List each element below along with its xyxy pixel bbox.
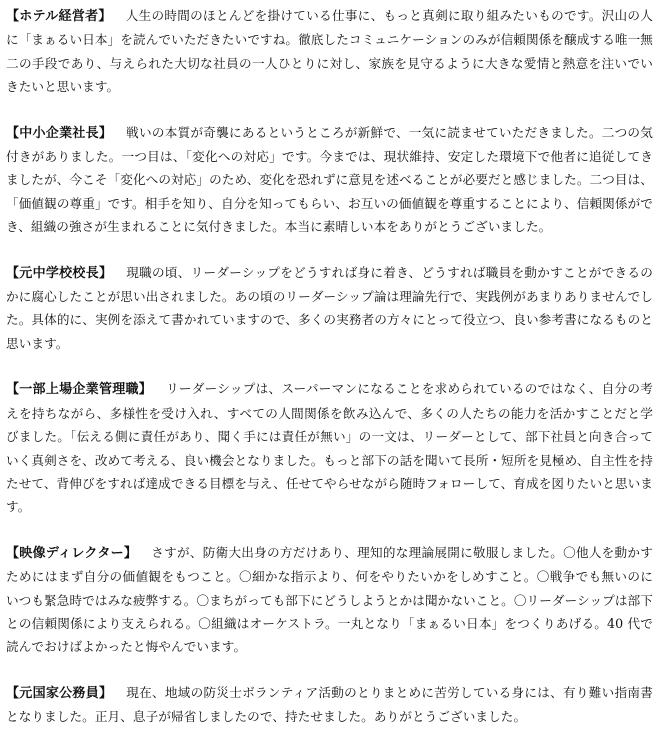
role-label: 【中小企業社長】 — [6, 125, 113, 141]
role-label: 【一部上場企業管理職】 — [6, 382, 153, 398]
testimonial-former-principal — [6, 261, 653, 356]
role-label: 【ホテル経営者】 — [6, 9, 112, 24]
testimonial-video-director — [6, 541, 653, 659]
role-label: 【映像ディレクター】 — [6, 545, 138, 561]
testimonial-text: 現在、地域の防災士ボランティア活動のとりまとめに苦労している身には、有り難い指南書となりました。正月、息子が帰省しましたので、持たせました。ありがとうございました。 — [6, 684, 653, 725]
testimonial-text: さすが、防衛大出身の方だけあり、理知的な理論展開に敬服しました。〇他人を動かすためにはまず自分の価値観をもつこと。〇細かな指示より、何をやりたいかをしめすこと。〇戦争でも無いのにいつも緊急時ではみな疲弊する。〇まちがっても部下にどうしようとかは聞かないこと。〇リーダーシップは部下との信頼関係により支えられる。〇組織はオーケストラ。一丸となり「まぁるい日本」をつくりあげる。40 代で読んでおけばよかったと悔やんでいます。 — [6, 544, 653, 655]
testimonial-former-civil-servant — [6, 681, 653, 729]
role-label: 【元中学校校長】 — [6, 265, 113, 281]
testimonial-text: リーダーシップは、スーパーマンになることを求められているのではなく、自分の考えを持ちながら、多様性を受け入れ、すべての人間関係を飲み込んで、多くの人たちの能力を活かすことだと学びました。「伝える側に責任があり、聞く手には責任が無い」の一文は、リーダーとして、部下社員と向き合っていく真剣さを、改めて考える、良い機会となりました。もっと部下の話を聞いて長所・短所を見極め、自主性を持たせて、背伸びをすれば達成できる目標を与え、任せてやらせながら随時フォローして、育成を図りたいと思います。 — [6, 381, 653, 515]
testimonial-text: 人生の時間のほとんどを掛けている仕事に、もっと真剣に取り組みたいものです。沢山の人に「まぁるい日本」を読んでいただきたいですね。徹底したコミュニケーションのみが信頼関係を醸成する唯一無二の手段であり、与えられた大切な社員の一人ひとりに対し、家族を見守るように大きな愛情と熱意を注いでいきたいと思います。 — [6, 8, 653, 95]
role-label: 【元国家公務員】 — [6, 685, 113, 701]
testimonial-hotel-manager — [6, 4, 653, 99]
testimonial-sme-president — [6, 121, 653, 239]
testimonial-listed-company-manager — [6, 377, 653, 518]
testimonial-text: 現職の頃、リーダーシップをどうすれば身に着き、どうすれば職員を動かすことができるのかに腐心したことが思い出されました。あの頃のリーダーシップ論は理論先行で、実践例があまりありませんでした。具体的に、実例を添えて書かれていますので、多くの実務者の方々にとって役立つ、良い参考書になるものと思います。 — [6, 264, 653, 351]
testimonial-text: 戦いの本質が奇襲にあるというところが新鮮で、一気に読ませていただきました。二つの気付きがありました。一つ目は、「変化への対応」です。今までは、現状維持、安定した環境下で他者に追従してきましたが、今こそ「変化への対応」のため、変化を恐れずに意見を述べることが必要だと感じました。二つ目は、「価値観の尊重」です。相手を知り、自分を知ってもらい、お互いの価値観を尊重することにより、信頼関係ができ、組織の強さが生まれることに気付きました。本当に素晴しい本をありがとうございました。 — [6, 124, 653, 235]
